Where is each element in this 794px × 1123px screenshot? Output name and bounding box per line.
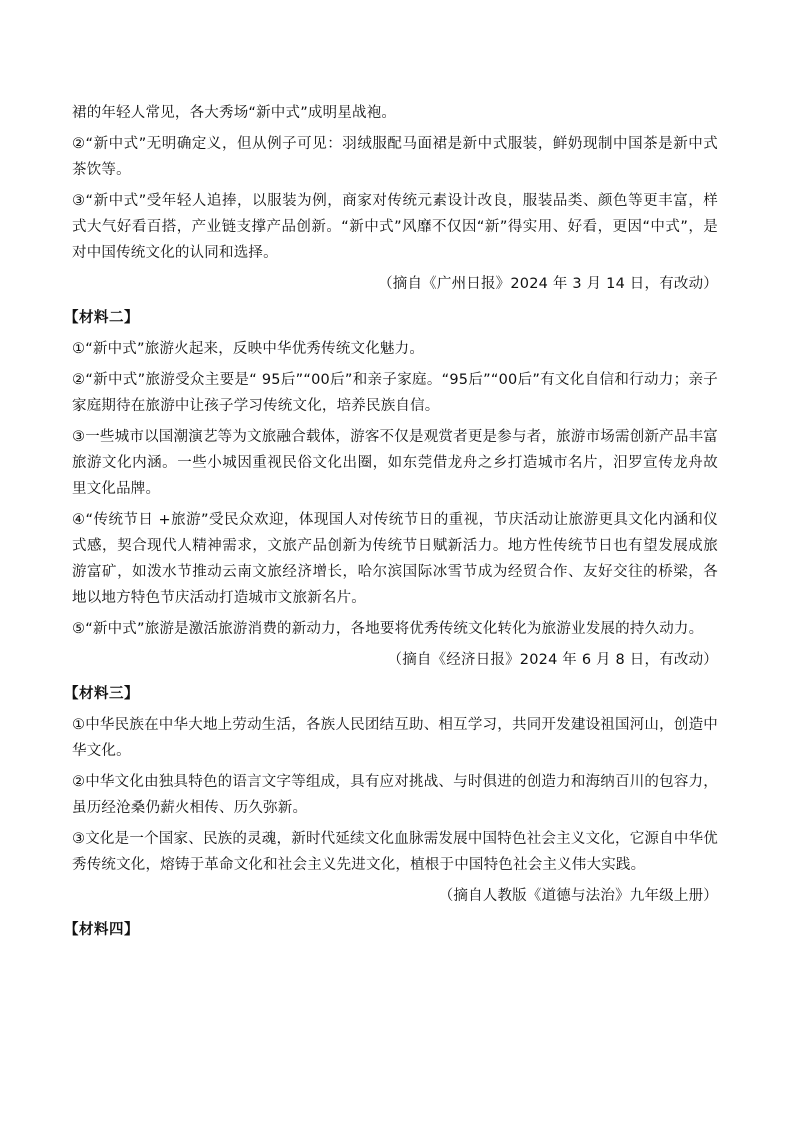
- paragraph: ③“新中式”受年轻人追捧，以服装为例，商家对传统元素设计改良，服装品类、颜色等更丰富，样式大气好看百搭，产业链支撑产品创新。“新中式”风靡不仅因“新”得实用、好看，更因“中式”，是对中国传统文化的认同和选择。: [72, 193, 718, 261]
- paragraph: ②“新中式”旅游受众主要是“ 95后”“00后”和亲子家庭。“95后”“00后”有文化自信和行动力；亲子家庭期待在旅游中让孩子学习传统文化，培养民族自信。: [72, 372, 718, 414]
- paragraph: ②中华文化由独具特色的语言文字等组成，具有应对挑战、与时俱进的创造力和海纳百川的包容力，虽历经沧桑仍薪火相传、历久弥新。: [72, 774, 718, 816]
- paragraph: 裙的年轻人常见，各大秀场“新中式”成明星战袍。: [72, 105, 397, 121]
- section-heading: 【材料三】: [64, 686, 139, 702]
- source-citation: （摘自人教版《道德与法治》九年级上册）: [438, 888, 718, 904]
- source-citation: （摘自《经济日报》2024 年 6 月 8 日，有改动）: [387, 652, 718, 668]
- paragraph: ①“新中式”旅游火起来，反映中华优秀传统文化魅力。: [72, 341, 425, 357]
- document-body: [64, 100, 718, 948]
- paragraph: ③一些城市以国潮演艺等为文旅融合载体，游客不仅是观赏者更是参与者，旅游市场需创新产品丰富旅游文化内涵。一些小城因重视民俗文化出圈，如东莞借龙舟之乡打造城市名片，汨罗宣传龙舟故里文化品牌。: [72, 429, 718, 497]
- source-citation: （摘自《广州日报》2024 年 3 月 14 日，有改动）: [378, 276, 718, 292]
- paragraph: ④“传统节日 +旅游”受民众欢迎，体现国人对传统节日的重视，节庆活动让旅游更具文化内涵和仪式感，契合现代人精神需求，文旅产品创新为传统节日赋新活力。地方性传统节日也有望发展成旅游富矿，如泼水节推动云南文旅经济增长，哈尔滨国际冰雪节成为经贸合作、友好交往的桥梁，各地以地方特色节庆活动打造城市文旅新名片。: [72, 512, 718, 606]
- paragraph: ③文化是一个国家、民族的灵魂，新时代延续文化血脉需发展中国特色社会主义文化，它源自中华优秀传统文化，熔铸于革命文化和社会主义先进文化，植根于中国特色社会主义伟大实践。: [72, 831, 718, 873]
- paragraph: ⑤“新中式”旅游是激活旅游消费的新动力，各地要将优秀传统文化转化为旅游业发展的持久动力。: [72, 621, 704, 637]
- paragraph: ①中华民族在中华大地上劳动生活，各族人民团结互助、相互学习，共同开发建设祖国河山，创造中华文化。: [72, 717, 718, 759]
- section-heading: 【材料二】: [64, 310, 139, 326]
- paragraph: ②“新中式”无明确定义，但从例子可见：羽绒服配马面裙是新中式服装，鲜奶现制中国茶是新中式茶饮等。: [72, 136, 718, 178]
- section-heading: 【材料四】: [64, 922, 139, 938]
